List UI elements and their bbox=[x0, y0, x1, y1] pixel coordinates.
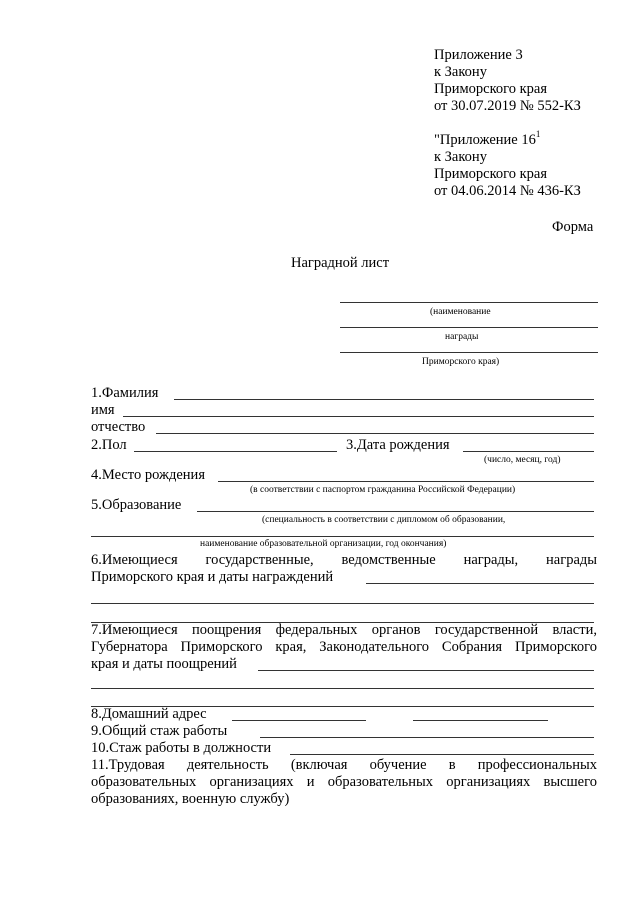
encour-word: Губернатора bbox=[91, 639, 168, 655]
awards-word: награды bbox=[546, 552, 597, 568]
labor-word: высшего bbox=[543, 774, 597, 790]
encour-word: власти, bbox=[552, 622, 597, 638]
labor-word: образовательных bbox=[327, 774, 434, 790]
education-field[interactable] bbox=[197, 511, 594, 512]
address-label: 8.Домашний адрес bbox=[91, 706, 207, 722]
encour-word: края, bbox=[275, 639, 307, 655]
encour-word: Приморского bbox=[514, 639, 597, 655]
encouragements-field-2[interactable] bbox=[91, 688, 594, 689]
form-label: Форма bbox=[552, 219, 594, 235]
award-hint-3: Приморского края) bbox=[422, 357, 500, 367]
sex-field[interactable] bbox=[134, 451, 337, 452]
education-hint-2: наименование образовательной организации, год окончания) bbox=[200, 539, 447, 549]
encour-word: Законодательного bbox=[319, 639, 430, 655]
labor-word: и bbox=[306, 774, 315, 790]
appendix-line-3: Приморского края bbox=[434, 81, 548, 97]
education-label: 5.Образование bbox=[91, 497, 182, 513]
labor-word: организациях bbox=[209, 774, 294, 790]
name-field[interactable] bbox=[123, 416, 594, 417]
labor-word: профессиональных bbox=[477, 757, 597, 773]
appendix2-line-2: к Закону bbox=[434, 149, 487, 165]
birth-date-field[interactable] bbox=[463, 451, 594, 452]
labor-line-2 bbox=[91, 774, 597, 791]
award-hint-1: (наименование bbox=[430, 307, 491, 317]
appendix2-line-4: от 04.06.2014 № 436-КЗ bbox=[434, 183, 581, 199]
appendix2-line-3: Приморского края bbox=[434, 166, 548, 182]
awards-word: 6.Имеющиеся bbox=[91, 552, 178, 568]
encour-word: Собрания bbox=[441, 639, 503, 655]
superscript: 1 bbox=[535, 129, 541, 140]
appendix-line-4: от 30.07.2019 № 552-КЗ bbox=[434, 98, 581, 114]
birth-place-hint: (в соответствии с паспортом гражданина Российской Федерации) bbox=[250, 485, 516, 495]
labor-word: в bbox=[448, 757, 456, 773]
awards-field-1[interactable] bbox=[366, 583, 594, 584]
awards-word: награды, bbox=[463, 552, 519, 568]
award-hint-2: награды bbox=[445, 332, 479, 342]
labor-word: деятельность bbox=[186, 757, 269, 773]
encour-word: государственной bbox=[434, 622, 539, 638]
labor-word: (включая bbox=[290, 757, 348, 773]
labor-word: образовательных bbox=[91, 774, 197, 790]
awards-line-1 bbox=[91, 552, 597, 569]
birth-place-field[interactable] bbox=[218, 481, 594, 482]
labor-word: 11.Трудовая bbox=[91, 757, 165, 773]
encouragements-label-line-3: края и даты поощрений bbox=[91, 656, 237, 672]
address-field-2[interactable] bbox=[413, 720, 548, 721]
encour-word: органов bbox=[371, 622, 421, 638]
awards-word: государственные, bbox=[205, 552, 314, 568]
surname-label: 1.Фамилия bbox=[91, 385, 159, 401]
award-name-line-3 bbox=[340, 352, 598, 353]
encour-word: поощрения bbox=[191, 622, 262, 638]
birth-place-label: 4.Место рождения bbox=[91, 467, 205, 483]
page-title: Наградной лист bbox=[291, 255, 390, 271]
appendix-line-1: Приложение 3 bbox=[434, 47, 523, 63]
birth-date-hint: (число, месяц, год) bbox=[484, 455, 561, 465]
labor-word: обучение bbox=[369, 757, 427, 773]
encour-word: Приморского bbox=[180, 639, 263, 655]
birth-date-label: 3.Дата рождения bbox=[346, 437, 450, 453]
total-experience-field[interactable] bbox=[260, 737, 594, 738]
education-field-2[interactable] bbox=[91, 536, 594, 537]
sex-label: 2.Пол bbox=[91, 437, 127, 453]
encouragements-line-2 bbox=[91, 639, 597, 656]
position-experience-field[interactable] bbox=[290, 754, 594, 755]
award-name-line-1 bbox=[340, 302, 598, 303]
labor-label-line-3: образованиях, военную службу) bbox=[91, 791, 290, 807]
awards-field-2[interactable] bbox=[91, 603, 594, 604]
appendix2-line-1: "Приложение $16^1$ bbox=[434, 129, 541, 148]
address-field-1[interactable] bbox=[232, 720, 366, 721]
name-label: имя bbox=[91, 402, 115, 418]
labor-line-1 bbox=[91, 757, 597, 774]
total-experience-label: 9.Общий стаж работы bbox=[91, 723, 228, 739]
encour-word: федеральных bbox=[275, 622, 358, 638]
award-name-line-2 bbox=[340, 327, 598, 328]
surname-field[interactable] bbox=[174, 399, 594, 400]
position-experience-label: 10.Стаж работы в должности bbox=[91, 740, 272, 756]
encour-word: 7.Имеющиеся bbox=[91, 622, 178, 638]
awards-word: ведомственные bbox=[341, 552, 436, 568]
patronymic-label: отчество bbox=[91, 419, 146, 435]
encouragements-line-1 bbox=[91, 622, 597, 639]
appendix-line-2: к Закону bbox=[434, 64, 487, 80]
encouragements-field-1[interactable] bbox=[258, 670, 594, 671]
labor-word: организациях bbox=[446, 774, 531, 790]
education-hint-1: (специальность в соответствии с дипломом об образовании, bbox=[262, 515, 506, 525]
patronymic-field[interactable] bbox=[156, 433, 594, 434]
awards-label-line-2: Приморского края и даты награждений bbox=[91, 569, 334, 585]
